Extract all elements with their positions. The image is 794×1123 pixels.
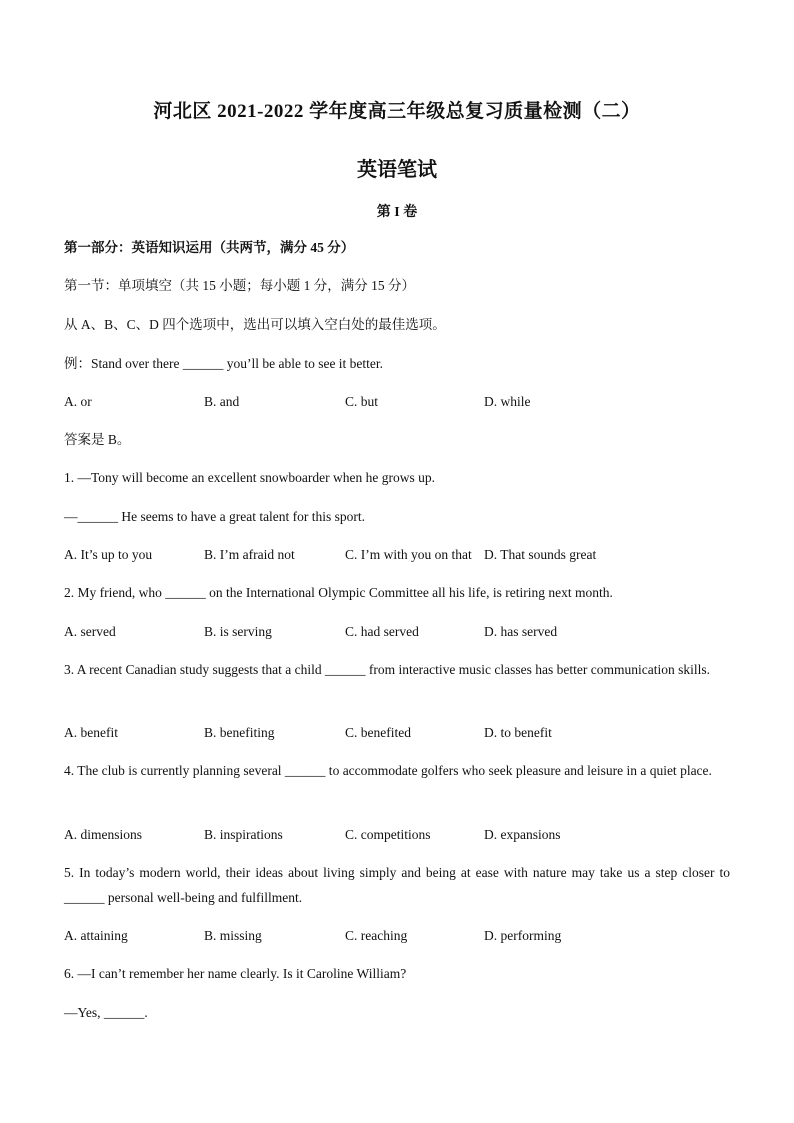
part-heading: 第一部分：英语知识运用（共两节，满分 45 分） (64, 240, 355, 255)
example-question: 例：Stand over there ______ you’ll be able to see it better. (64, 356, 384, 371)
volume-heading: 第 I 卷 (376, 205, 418, 220)
question-6-text: 6. —I can’t remember her name clearly. Is it Caroline William? (64, 966, 407, 981)
option-d: D. That sounds great (484, 547, 597, 562)
option-c: C. I’m with you on that (345, 547, 472, 562)
option-b: B. missing (204, 928, 262, 943)
option-a: A. dimensions (64, 827, 143, 842)
question-5-options (64, 926, 744, 946)
question-4-text: 4. The club is currently planning several ______ to accommodate golfers who seek pleasure and leisure in a quiet place. (64, 763, 712, 778)
section-heading: 第一节：单项填空（共 15 小题；每小题 1 分，满分 15 分） (64, 278, 415, 293)
question-4-options (64, 825, 744, 845)
option-c: C. competitions (345, 827, 431, 842)
question-3-options (64, 723, 744, 743)
option-c: C. benefited (345, 725, 411, 740)
option-d: D. has served (484, 624, 558, 639)
option-d: D. to benefit (484, 725, 552, 740)
option-d: D. performing (484, 928, 562, 943)
question-6-reply: —Yes, ______. (64, 1005, 148, 1020)
option-d: D. while (484, 394, 531, 409)
instruction-text: 从 A、B、C、D 四个选项中，选出可以填入空白处的最佳选项。 (64, 317, 446, 332)
option-c: C. reaching (345, 928, 408, 943)
question-5-text: 5. In today’s modern world, their ideas about living simply and being at ease with nature may take us a step closer to ______ personal well-being and fulfillment. (64, 865, 730, 905)
question-2-options (64, 622, 744, 642)
option-a: A. benefit (64, 725, 118, 740)
exam-subtitle: 英语笔试 (357, 159, 437, 181)
option-a: A. served (64, 624, 116, 639)
option-b: B. is serving (204, 624, 272, 639)
question-3-text: 3. A recent Canadian study suggests that a child ______ from interactive music classes has better communication skills. (64, 662, 710, 677)
exam-title: 河北区 2021-2022 学年度高三年级总复习质量检测（二） (153, 101, 641, 122)
example-options (64, 392, 744, 412)
question-2-text: 2. My friend, who ______ on the International Olympic Committee all his life, is retiring next month. (64, 585, 613, 600)
option-b: B. and (204, 394, 240, 409)
question-1-text: 1. —Tony will become an excellent snowboarder when he grows up. (64, 470, 435, 485)
option-c: C. had served (345, 624, 419, 639)
question-1-options (64, 545, 744, 565)
option-c: C. but (345, 394, 379, 409)
question-1-reply: —______ He seems to have a great talent for this sport. (64, 509, 366, 524)
option-b: B. benefiting (204, 725, 275, 740)
option-b: B. I’m afraid not (204, 547, 295, 562)
option-b: B. inspirations (204, 827, 283, 842)
option-a: A. attaining (64, 928, 128, 943)
option-a: A. It’s up to you (64, 547, 153, 562)
option-d: D. expansions (484, 827, 561, 842)
option-a: A. or (64, 394, 92, 409)
example-answer: 答案是 B。 (64, 432, 131, 447)
